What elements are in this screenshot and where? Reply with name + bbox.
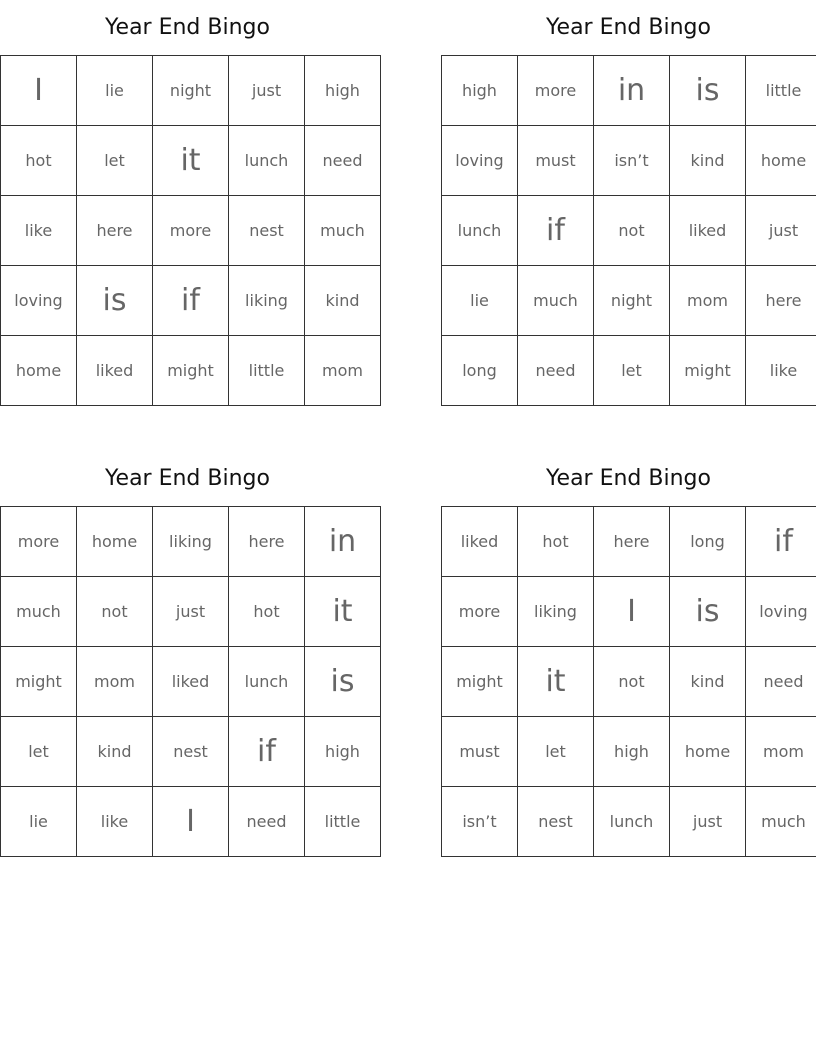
grid-cell: it [153, 126, 229, 196]
bingo-grid [0, 55, 381, 406]
grid-row [442, 507, 816, 577]
grid-cell: if [229, 717, 305, 787]
grid-cell: home [746, 126, 816, 196]
grid-cell: mom [746, 717, 816, 787]
grid-row [442, 787, 816, 857]
grid-cell: nest [229, 196, 305, 266]
grid-row [1, 266, 381, 336]
bingo-grid [0, 506, 381, 857]
grid-cell: isn’t [442, 787, 518, 857]
grid-cell: kind [77, 717, 153, 787]
grid-cell: like [77, 787, 153, 857]
grid-cell: little [305, 787, 381, 857]
grid-cell: lunch [229, 126, 305, 196]
grid-cell: kind [670, 647, 746, 717]
bingo-card-3 [0, 451, 375, 857]
grid-cell: liked [77, 336, 153, 406]
grid-cell: kind [670, 126, 746, 196]
grid-cell: hot [1, 126, 77, 196]
grid-cell: lie [1, 787, 77, 857]
grid-cell: like [1, 196, 77, 266]
grid-cell: liking [518, 577, 594, 647]
grid-row [442, 717, 816, 787]
grid-cell: night [594, 266, 670, 336]
grid-cell: it [305, 577, 381, 647]
grid-cell: much [1, 577, 77, 647]
grid-cell: need [305, 126, 381, 196]
grid-cell: little [746, 56, 816, 126]
grid-cell: in [305, 507, 381, 577]
grid-cell: let [77, 126, 153, 196]
grid-cell: much [518, 266, 594, 336]
grid-cell: lunch [442, 196, 518, 266]
grid-cell: long [670, 507, 746, 577]
grid-cell: mom [670, 266, 746, 336]
grid-row [1, 196, 381, 266]
grid-cell: if [153, 266, 229, 336]
grid-cell: need [518, 336, 594, 406]
grid-cell: isn’t [594, 126, 670, 196]
grid-cell: much [305, 196, 381, 266]
grid-cell: might [153, 336, 229, 406]
grid-row [442, 647, 816, 717]
grid-cell: liked [442, 507, 518, 577]
grid-cell: let [594, 336, 670, 406]
grid-row [442, 266, 816, 336]
grid-cell: home [77, 507, 153, 577]
grid-cell: lunch [594, 787, 670, 857]
grid-cell: high [305, 56, 381, 126]
grid-cell: is [670, 56, 746, 126]
grid-cell: more [518, 56, 594, 126]
grid-cell: might [442, 647, 518, 717]
grid-cell: liked [153, 647, 229, 717]
grid-cell: if [518, 196, 594, 266]
grid-cell: loving [442, 126, 518, 196]
grid-row [1, 787, 381, 857]
bingo-grid [441, 55, 816, 406]
grid-cell: need [229, 787, 305, 857]
grid-cell: lie [442, 266, 518, 336]
grid-cell: I [153, 787, 229, 857]
grid-cell: just [153, 577, 229, 647]
grid-row [1, 507, 381, 577]
grid-row [1, 717, 381, 787]
grid-row [1, 577, 381, 647]
grid-cell: liking [153, 507, 229, 577]
grid-row [442, 56, 816, 126]
grid-row [442, 196, 816, 266]
grid-cell: high [442, 56, 518, 126]
grid-cell: must [518, 126, 594, 196]
grid-cell: just [670, 787, 746, 857]
grid-row [442, 126, 816, 196]
card-title: Year End Bingo [105, 466, 270, 491]
grid-row [1, 336, 381, 406]
grid-cell: need [746, 647, 816, 717]
card-title: Year End Bingo [546, 466, 711, 491]
grid-cell: is [305, 647, 381, 717]
grid-cell: just [746, 196, 816, 266]
grid-cell: not [594, 196, 670, 266]
card-title: Year End Bingo [105, 15, 270, 40]
grid-cell: I [1, 56, 77, 126]
grid-cell: more [1, 507, 77, 577]
grid-cell: home [670, 717, 746, 787]
grid-cell: here [594, 507, 670, 577]
grid-cell: high [305, 717, 381, 787]
grid-cell: like [746, 336, 816, 406]
bingo-card-4 [441, 451, 816, 857]
bingo-card-1 [0, 0, 375, 406]
grid-cell: loving [746, 577, 816, 647]
grid-row [442, 336, 816, 406]
grid-cell: is [670, 577, 746, 647]
grid-cell: night [153, 56, 229, 126]
grid-row [442, 577, 816, 647]
grid-cell: must [442, 717, 518, 787]
grid-cell: home [1, 336, 77, 406]
grid-cell: mom [77, 647, 153, 717]
grid-row [1, 126, 381, 196]
grid-cell: let [1, 717, 77, 787]
grid-cell: much [746, 787, 816, 857]
grid-cell: here [77, 196, 153, 266]
bingo-card-2 [441, 0, 816, 406]
grid-cell: in [594, 56, 670, 126]
grid-cell: more [442, 577, 518, 647]
grid-cell: I [594, 577, 670, 647]
grid-cell: hot [229, 577, 305, 647]
bingo-grid [441, 506, 816, 857]
grid-cell: is [77, 266, 153, 336]
grid-cell: if [746, 507, 816, 577]
grid-cell: nest [153, 717, 229, 787]
grid-cell: let [518, 717, 594, 787]
grid-cell: hot [518, 507, 594, 577]
grid-cell: kind [305, 266, 381, 336]
grid-cell: here [229, 507, 305, 577]
grid-cell: more [153, 196, 229, 266]
grid-cell: liking [229, 266, 305, 336]
grid-cell: mom [305, 336, 381, 406]
grid-cell: it [518, 647, 594, 717]
grid-cell: long [442, 336, 518, 406]
grid-cell: little [229, 336, 305, 406]
grid-cell: just [229, 56, 305, 126]
grid-cell: lie [77, 56, 153, 126]
grid-cell: nest [518, 787, 594, 857]
grid-row [1, 56, 381, 126]
grid-cell: high [594, 717, 670, 787]
card-title: Year End Bingo [546, 15, 711, 40]
grid-cell: might [670, 336, 746, 406]
grid-cell: not [594, 647, 670, 717]
grid-cell: might [1, 647, 77, 717]
grid-cell: loving [1, 266, 77, 336]
grid-cell: liked [670, 196, 746, 266]
grid-cell: not [77, 577, 153, 647]
grid-row [1, 647, 381, 717]
grid-cell: lunch [229, 647, 305, 717]
grid-cell: here [746, 266, 816, 336]
